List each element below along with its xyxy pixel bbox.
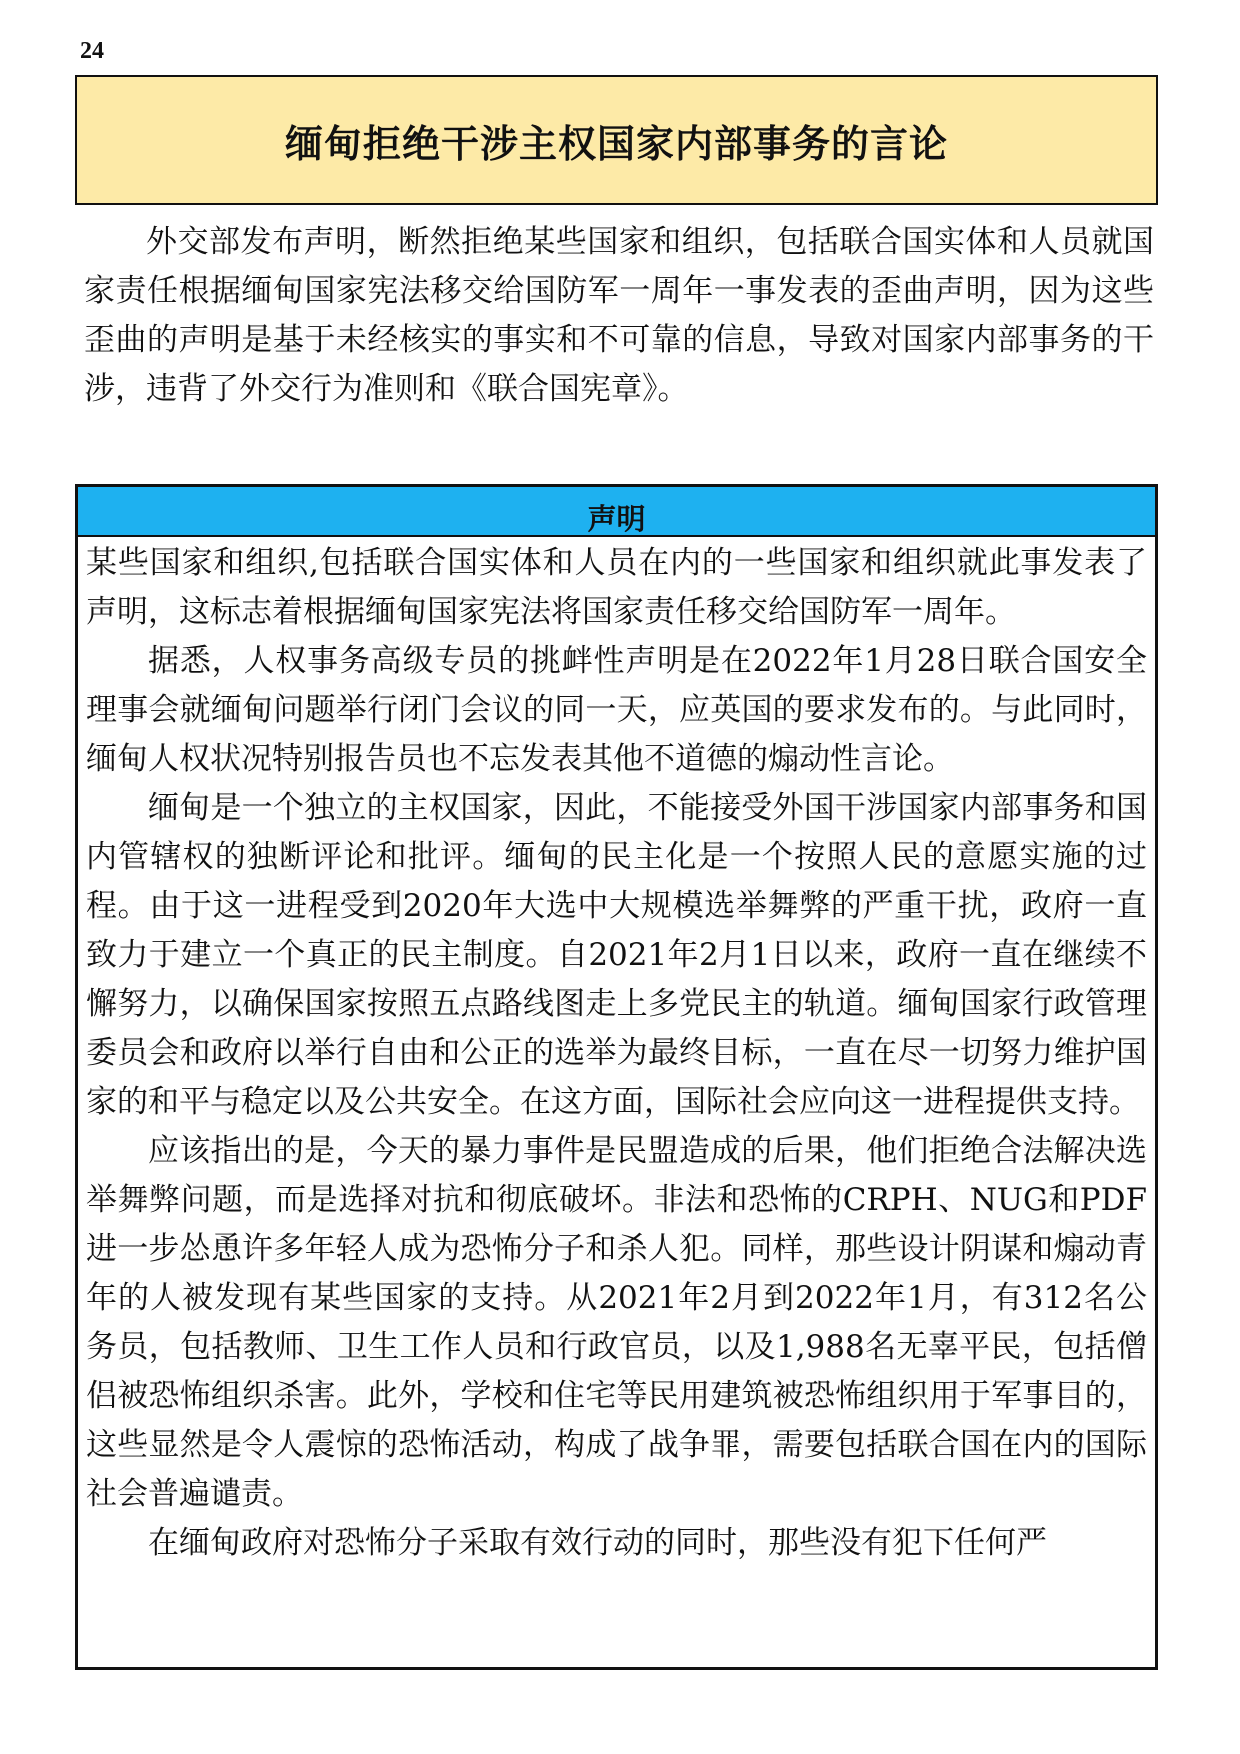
intro-paragraph: 外交部发布声明，断然拒绝某些国家和组织，包括联合国实体和人员就国家责任根据缅甸国家宪法移交给国防军一周年一事发表的歪曲声明，因为这些歪曲的声明是基于未经核实的事实和不可靠的信息，导致对国家内部事务的干涉，违背了外交行为准则和《联合国宪章》。: [84, 224, 1154, 407]
statement-paragraph: 缅甸是一个独立的主权国家，因此，不能接受外国干涉国家内部事务和国内管辖权的独断评论和批评。缅甸的民主化是一个按照人民的意愿实施的过程。由于这一进程受到2020年大选中大规模选举舞弊的严重干扰，政府一直致力于建立一个真正的民主制度。自2021年2月1日以来，政府一直在继续不懈努力，以确保国家按照五点路线图走上多党民主的轨道。缅甸国家行政管理委员会和政府以举行自由和公正的选举为最终目标，一直在尽一切努力维护国家的和平与稳定以及公共安全。在这方面，国际社会应向这一进程提供支持。: [86, 790, 1147, 1120]
statement-paragraph: 在缅甸政府对恐怖分子采取有效行动的同时，那些没有犯下任何严: [148, 1525, 1047, 1561]
page-number: 24: [80, 38, 104, 64]
statement-paragraph: 应该指出的是，今天的暴力事件是民盟造成的后果，他们拒绝合法解决选举舞弊问题，而是选择对抗和彻底破坏。非法和恐怖的CRPH、NUG和PDF进一步怂恿许多年轻人成为恐怖分子和杀人犯。同样，那些设计阴谋和煽动青年的人被发现有某些国家的支持。从2021年2月到2022年1月，有312名公务员，包括教师、卫生工作人员和行政官员，以及1,988名无辜平民，包括僧侣被恐怖组织杀害。此外，学校和住宅等民用建筑被恐怖组织用于军事目的，这些显然是令人震惊的恐怖活动，构成了战争罪，需要包括联合国在内的国际社会普遍谴责。: [86, 1133, 1147, 1512]
statement-header: [78, 487, 1155, 537]
statement-body: [78, 537, 1155, 1568]
page-title: 缅甸拒绝干涉主权国家内部事务的言论: [284, 121, 948, 166]
statement-paragraph: 某些国家和组织,包括联合国实体和人员在内的一些国家和组织就此事发表了声明，这标志着根据缅甸国家宪法将国家责任移交给国防军一周年。: [86, 545, 1147, 630]
statement-heading: 声明: [587, 502, 646, 536]
statement-paragraph: 据悉，人权事务高级专员的挑衅性声明是在2022年1月28日联合国安全理事会就缅甸问题举行闭门会议的同一天，应英国的要求发布的。与此同时，缅甸人权状况特别报告员也不忘发表其他不道德的煽动性言论。: [86, 643, 1147, 777]
intro-section: [84, 218, 1154, 414]
title-banner: [75, 75, 1158, 205]
statement-box: [75, 484, 1158, 1670]
